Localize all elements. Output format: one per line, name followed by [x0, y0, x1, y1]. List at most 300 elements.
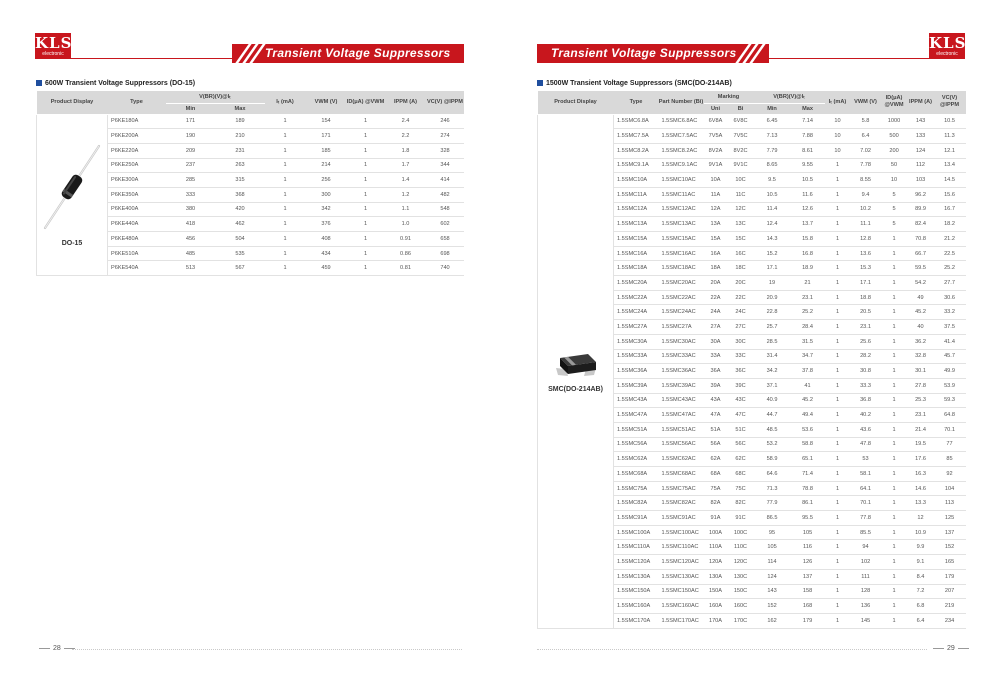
package-label: DO-15: [61, 240, 83, 248]
table-cell: 7.78: [851, 158, 881, 173]
table-cell: 1.5SMC27A: [614, 320, 659, 335]
table-cell: 1.5SMC43A: [614, 393, 659, 408]
table-cell: 1: [881, 437, 908, 452]
table-cell: 77.9: [754, 496, 791, 511]
table-cell: 13.4: [934, 158, 966, 173]
table-cell: 39C: [728, 378, 754, 393]
table-cell: 1: [265, 187, 306, 202]
table-cell: 1.5SMC150AC: [659, 584, 704, 599]
table-cell: 0.86: [385, 246, 427, 261]
table-cell: 12.4: [754, 217, 791, 232]
table-cell: P6KE350A: [108, 187, 166, 202]
table-cell: 1: [825, 305, 851, 320]
table-cell: 1.5SMC20AC: [659, 276, 704, 291]
table-cell: 1000: [881, 114, 908, 129]
table-cell: 10A: [704, 173, 728, 188]
table-cell: 1.5SMC13A: [614, 217, 659, 232]
table-cell: 111: [851, 569, 881, 584]
table-cell: 64.1: [851, 481, 881, 496]
table-cell: 128: [851, 584, 881, 599]
table-cell: 7.13: [754, 129, 791, 144]
table-cell: 10C: [728, 173, 754, 188]
table-cell: 45.2: [791, 393, 825, 408]
table-cell: 1.8: [385, 143, 427, 158]
table-cell: 43C: [728, 393, 754, 408]
section-title-right: 1500W Transient Voltage Suppressors (SMC(DO-214AB): [537, 80, 732, 87]
table-cell: 12.6: [791, 202, 825, 217]
table-cell: 53.6: [791, 422, 825, 437]
page-number-left: 28: [36, 645, 78, 652]
col-vwm: VWM (V): [851, 91, 881, 114]
table-cell: 285: [166, 173, 216, 188]
table-cell: 160A: [704, 599, 728, 614]
table-cell: 1.5SMC15AC: [659, 232, 704, 247]
table-cell: 10: [881, 173, 908, 188]
table-cell: 19: [754, 276, 791, 291]
table-cell: 17.1: [851, 276, 881, 291]
table-cell: 1.5SMC11A: [614, 187, 659, 202]
table-cell: 1.5SMC8.2A: [614, 143, 659, 158]
table-cell: 10.9: [908, 525, 934, 540]
table-cell: 62A: [704, 452, 728, 467]
banner-left: [232, 44, 464, 63]
table-cell: 102: [851, 555, 881, 570]
table-cell: 1: [881, 584, 908, 599]
table-cell: 15.2: [754, 246, 791, 261]
table-cell: 0.81: [385, 261, 427, 276]
table-cell: 1.5SMC11AC: [659, 187, 704, 202]
table-cell: 1: [825, 393, 851, 408]
table-cell: 1: [881, 496, 908, 511]
table-cell: 62C: [728, 452, 754, 467]
table-cell: 1: [825, 173, 851, 188]
table-cell: 1.5SMC6.8A: [614, 114, 659, 129]
table-cell: 1.5SMC33AC: [659, 349, 704, 364]
table-cell: 96.2: [908, 187, 934, 202]
banner-right: [537, 44, 769, 63]
table-cell: 1: [265, 114, 306, 129]
table-cell: 56C: [728, 437, 754, 452]
table-cell: 246: [427, 114, 464, 129]
table-cell: P6KE400A: [108, 202, 166, 217]
table-cell: 1.5SMC47A: [614, 408, 659, 423]
table-cell: 110A: [704, 540, 728, 555]
table-cell: 1.2: [385, 187, 427, 202]
table-cell: 37.5: [934, 320, 966, 335]
table-cell: 33A: [704, 349, 728, 364]
table-cell: 8V2A: [704, 143, 728, 158]
table-cell: 1.5SMC110A: [614, 540, 659, 555]
table-cell: 1.4: [385, 173, 427, 188]
brand-logo-left: [35, 33, 71, 59]
table-row: [37, 114, 464, 129]
table-cell: 12: [908, 511, 934, 526]
table-cell: 16A: [704, 246, 728, 261]
table-cell: 18.8: [851, 290, 881, 305]
table-cell: 47.8: [851, 437, 881, 452]
table-cell: 1: [265, 246, 306, 261]
table-cell: 1.5SMC16AC: [659, 246, 704, 261]
table-cell: 45.7: [934, 349, 966, 364]
table-cell: 37.1: [754, 378, 791, 393]
table-cell: 698: [427, 246, 464, 261]
table-cell: 1: [825, 467, 851, 482]
table-cell: 1.5SMC27A: [659, 320, 704, 335]
table-cell: 420: [216, 202, 265, 217]
table-cell: 12.8: [851, 232, 881, 247]
table-cell: 22C: [728, 290, 754, 305]
table-cell: 1.5SMC160AC: [659, 599, 704, 614]
table-cell: 15C: [728, 232, 754, 247]
table-cell: 64.6: [754, 467, 791, 482]
table-cell: 1.5SMC9.1AC: [659, 158, 704, 173]
brand-logo-right: [929, 33, 965, 59]
table-cell: 1: [881, 378, 908, 393]
table-cell: 1: [347, 143, 385, 158]
table-cell: 8.4: [908, 569, 934, 584]
package-cell: [538, 114, 614, 628]
table-cell: P6KE220A: [108, 143, 166, 158]
table-cell: 36.2: [908, 334, 934, 349]
table-cell: 1.5SMC130AC: [659, 569, 704, 584]
table-cell: 49: [908, 290, 934, 305]
table-cell: 47C: [728, 408, 754, 423]
table-cell: 70.8: [908, 232, 934, 247]
brand-sub: electronic: [42, 51, 64, 57]
table-cell: 9.5: [754, 173, 791, 188]
table-row: [538, 114, 966, 129]
table-cell: 368: [216, 187, 265, 202]
table-cell: 263: [216, 158, 265, 173]
table-cell: 19.5: [908, 437, 934, 452]
table-cell: 160C: [728, 599, 754, 614]
table-cell: 68A: [704, 467, 728, 482]
table-cell: 1: [825, 540, 851, 555]
footer-rule-right: [537, 649, 927, 651]
table-cell: 315: [216, 173, 265, 188]
table-cell: 10: [825, 114, 851, 129]
table-cell: 1.5SMC62AC: [659, 452, 704, 467]
table-cell: 185: [306, 143, 347, 158]
table-cell: 33.2: [934, 305, 966, 320]
col-part-number: Part Number (Bi): [659, 91, 704, 114]
table-cell: 513: [166, 261, 216, 276]
table-cell: 10.5: [791, 173, 825, 188]
table-cell: 1: [881, 481, 908, 496]
table-cell: 1.5SMC68AC: [659, 467, 704, 482]
table-cell: 1: [881, 569, 908, 584]
table-cell: 1.5SMC120AC: [659, 555, 704, 570]
table-cell: 34.2: [754, 364, 791, 379]
table-cell: 170C: [728, 613, 754, 628]
table-cell: 58.9: [754, 452, 791, 467]
table-cell: 70.1: [851, 496, 881, 511]
table-cell: 125: [934, 511, 966, 526]
table-cell: 40: [908, 320, 934, 335]
table-cell: 2.2: [385, 129, 427, 144]
table-cell: 567: [216, 261, 265, 276]
table-cell: 1: [265, 129, 306, 144]
table-cell: 8.65: [754, 158, 791, 173]
table-cell: 1.5SMC18A: [614, 261, 659, 276]
table-cell: 1.5SMC68A: [614, 467, 659, 482]
table-cell: 40.9: [754, 393, 791, 408]
table-cell: 418: [166, 217, 216, 232]
table-cell: 58.8: [791, 437, 825, 452]
table-cell: 1: [881, 334, 908, 349]
table-cell: 434: [306, 246, 347, 261]
table-cell: 1.5SMC100AC: [659, 525, 704, 540]
table-cell: 13.3: [908, 496, 934, 511]
table-cell: 6.4: [851, 129, 881, 144]
table-cell: 1.5SMC100A: [614, 525, 659, 540]
table-cell: 1.5SMC24A: [614, 305, 659, 320]
table-cell: 15.6: [934, 187, 966, 202]
table-cell: 120C: [728, 555, 754, 570]
table-cell: P6KE480A: [108, 232, 166, 247]
table-cell: 24C: [728, 305, 754, 320]
col-vc: VC(V) @IPPM: [427, 91, 464, 114]
table-cell: 658: [427, 232, 464, 247]
table-cell: 85: [934, 452, 966, 467]
table-cell: 82A: [704, 496, 728, 511]
table-cell: 13A: [704, 217, 728, 232]
table-cell: 256: [306, 173, 347, 188]
table-cell: 105: [791, 525, 825, 540]
col-max: Max: [791, 103, 825, 114]
table-cell: 1: [265, 232, 306, 247]
table-cell: 18C: [728, 261, 754, 276]
spec-table-left: [36, 91, 464, 276]
table-cell: 1: [825, 584, 851, 599]
brand-name: KLS: [929, 34, 967, 52]
brand-sub: electronic: [936, 51, 958, 57]
table-cell: 209: [166, 143, 216, 158]
table-cell: 20.5: [851, 305, 881, 320]
table-cell: 333: [166, 187, 216, 202]
table-cell: 41: [791, 378, 825, 393]
brand-name: KLS: [35, 34, 73, 52]
table-cell: 43A: [704, 393, 728, 408]
table-cell: 91A: [704, 511, 728, 526]
table-cell: 54.2: [908, 276, 934, 291]
table-cell: 1.5SMC47AC: [659, 408, 704, 423]
table-cell: 1: [347, 246, 385, 261]
table-cell: 1: [347, 187, 385, 202]
table-cell: 1: [265, 202, 306, 217]
table-cell: 1: [347, 129, 385, 144]
table-cell: 1: [881, 290, 908, 305]
table-cell: 1.5SMC170A: [614, 613, 659, 628]
table-cell: 12A: [704, 202, 728, 217]
table-cell: 1: [881, 261, 908, 276]
table-cell: 6.4: [908, 613, 934, 628]
table-cell: 7.88: [791, 129, 825, 144]
table-cell: 1: [881, 232, 908, 247]
table-cell: 5: [881, 187, 908, 202]
table-cell: 23.1: [791, 290, 825, 305]
do15-diode-image: [39, 142, 105, 232]
table-cell: 1: [881, 613, 908, 628]
table-cell: 11C: [728, 187, 754, 202]
table-cell: 58.1: [851, 467, 881, 482]
table-cell: P6KE250A: [108, 158, 166, 173]
table-cell: 300: [306, 187, 347, 202]
table-cell: 456: [166, 232, 216, 247]
table-cell: 92: [934, 467, 966, 482]
section-title-left: 600W Transient Voltage Suppressors (DO-15): [36, 80, 195, 87]
table-cell: 133: [908, 129, 934, 144]
table-cell: 9.4: [851, 187, 881, 202]
table-cell: 27C: [728, 320, 754, 335]
table-cell: 219: [934, 599, 966, 614]
table-cell: 231: [216, 143, 265, 158]
table-cell: 126: [791, 555, 825, 570]
table-cell: 1.5SMC130A: [614, 569, 659, 584]
table-cell: 154: [306, 114, 347, 129]
table-cell: 1: [265, 261, 306, 276]
table-cell: 7V5C: [728, 129, 754, 144]
table-cell: 7.02: [851, 143, 881, 158]
table-cell: 28.4: [791, 320, 825, 335]
table-cell: 1.5SMC39AC: [659, 378, 704, 393]
table-cell: 50: [881, 158, 908, 173]
table-cell: 162: [754, 613, 791, 628]
table-cell: 13.7: [791, 217, 825, 232]
table-cell: 1: [881, 555, 908, 570]
table-cell: 189: [216, 114, 265, 129]
table-cell: 1.5SMC43AC: [659, 393, 704, 408]
table-cell: 210: [216, 129, 265, 144]
table-cell: 1.5SMC56AC: [659, 437, 704, 452]
table-cell: 214: [306, 158, 347, 173]
table-cell: 49.4: [791, 408, 825, 423]
col-vbr: V(BR)(V)@Iₜ: [754, 91, 825, 103]
table-cell: 1: [825, 555, 851, 570]
table-cell: 56A: [704, 437, 728, 452]
table-cell: 1: [825, 511, 851, 526]
package-cell: [37, 114, 108, 276]
table-cell: 1: [265, 143, 306, 158]
table-cell: 165: [934, 555, 966, 570]
table-cell: 179: [934, 569, 966, 584]
table-cell: 77: [934, 437, 966, 452]
table-cell: 36C: [728, 364, 754, 379]
col-vc: VC(V) @IPPM: [934, 91, 966, 114]
table-cell: 11.3: [934, 129, 966, 144]
table-cell: 1.5SMC7.5A: [614, 129, 659, 144]
table-cell: 30.8: [851, 364, 881, 379]
table-cell: 66.7: [908, 246, 934, 261]
table-cell: 328: [427, 143, 464, 158]
table-cell: 1.5SMC33A: [614, 349, 659, 364]
table-cell: 16.3: [908, 467, 934, 482]
col-min: Min: [754, 103, 791, 114]
table-cell: 20A: [704, 276, 728, 291]
table-cell: 1: [825, 437, 851, 452]
col-max: Max: [216, 103, 265, 114]
table-cell: 152: [934, 540, 966, 555]
table-cell: 1: [825, 246, 851, 261]
table-cell: P6KE300A: [108, 173, 166, 188]
table-cell: 40.2: [851, 408, 881, 423]
table-cell: 78.8: [791, 481, 825, 496]
table-cell: 45.2: [908, 305, 934, 320]
table-cell: 12C: [728, 202, 754, 217]
table-cell: 1: [881, 422, 908, 437]
table-cell: 1: [881, 467, 908, 482]
table-cell: 68C: [728, 467, 754, 482]
table-cell: 25.2: [934, 261, 966, 276]
table-cell: 1.5SMC170AC: [659, 613, 704, 628]
table-cell: 1.5SMC6.8AC: [659, 114, 704, 129]
table-cell: 6V8C: [728, 114, 754, 129]
table-cell: 44.7: [754, 408, 791, 423]
table-cell: 152: [754, 599, 791, 614]
table-cell: 1.5SMC10AC: [659, 173, 704, 188]
table-cell: 1.5SMC13AC: [659, 217, 704, 232]
table-cell: 1: [347, 261, 385, 276]
table-cell: 82.4: [908, 217, 934, 232]
table-cell: 482: [427, 187, 464, 202]
table-cell: 110C: [728, 540, 754, 555]
table-cell: 23.1: [908, 408, 934, 423]
table-cell: 1: [347, 232, 385, 247]
table-cell: 85.5: [851, 525, 881, 540]
table-cell: 28.5: [754, 334, 791, 349]
table-cell: 41.4: [934, 334, 966, 349]
package-label: SMC(DO-214AB): [548, 385, 603, 393]
table-cell: 1.5SMC91A: [614, 511, 659, 526]
table-cell: 7V5A: [704, 129, 728, 144]
table-cell: 6.45: [754, 114, 791, 129]
table-cell: 23.1: [851, 320, 881, 335]
table-cell: 1: [881, 525, 908, 540]
col-it: Iₜ (mA): [265, 91, 306, 114]
table-cell: 1.5SMC82AC: [659, 496, 704, 511]
table-cell: 376: [306, 217, 347, 232]
col-it: Iₜ (mA): [825, 91, 851, 114]
col-vbr: V(BR)(V)@Iₜ: [166, 91, 265, 103]
table-cell: 39A: [704, 378, 728, 393]
table-cell: 1: [881, 349, 908, 364]
table-cell: 37.8: [791, 364, 825, 379]
table-cell: 114: [754, 555, 791, 570]
table-cell: 1: [825, 599, 851, 614]
table-cell: 15A: [704, 232, 728, 247]
table-cell: 25.2: [791, 305, 825, 320]
table-cell: 8.55: [851, 173, 881, 188]
table-cell: 12.1: [934, 143, 966, 158]
table-cell: 130A: [704, 569, 728, 584]
table-cell: 71.3: [754, 481, 791, 496]
table-cell: 10.2: [851, 202, 881, 217]
table-cell: 94: [851, 540, 881, 555]
table-cell: 31.4: [754, 349, 791, 364]
table-cell: 20.9: [754, 290, 791, 305]
table-cell: 1: [881, 305, 908, 320]
table-cell: 1: [825, 349, 851, 364]
banner-title: Transient Voltage Suppressors: [265, 46, 451, 60]
table-cell: 22.5: [934, 246, 966, 261]
table-cell: 1: [881, 511, 908, 526]
table-cell: 5.8: [851, 114, 881, 129]
table-cell: 7.2: [908, 584, 934, 599]
spec-table-right: [537, 91, 966, 629]
table-cell: 86.5: [754, 511, 791, 526]
table-cell: 64.8: [934, 408, 966, 423]
table-cell: 1: [881, 364, 908, 379]
